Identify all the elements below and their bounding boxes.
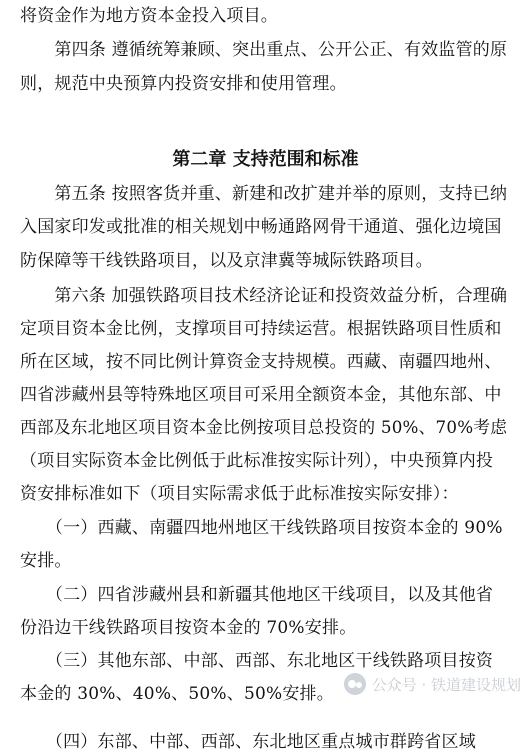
text-line-3: 则，规范中央预算内投资安排和使用管理。 bbox=[20, 74, 347, 94]
text-line-20: （四）东部、中部、西部、东北地区重点城市群跨省区域 bbox=[20, 732, 476, 752]
text-line-18: （三）其他东部、中部、西部、东北地区干线铁路项目按资 bbox=[20, 651, 494, 671]
watermark-text: 公众号 · 铁道建设规划 bbox=[371, 675, 521, 694]
text-line-5: 入国家印发或批准的相关规划中畅通路网骨干通道、强化边境国 bbox=[20, 217, 502, 237]
text-line-2: 第四条 遵循统筹兼顾、突出重点、公开公正、有效监管的原 bbox=[20, 40, 508, 60]
text-line-12: （项目实际资本金比例低于此标准按实际计列），中央预算内投 bbox=[20, 451, 494, 471]
text-line-1: 将资金作为地方资本金投入项目。 bbox=[20, 6, 278, 26]
text-line-16: （二）四省涉藏州县和新疆其他地区干线项目，以及其他省 bbox=[20, 585, 494, 605]
text-line-4: 第五条 按照客货并重、新建和改扩建并举的原则，支持已纳 bbox=[20, 184, 508, 204]
text-line-14: （一）西藏、南疆四地州地区干线铁路项目按资本金的 90% bbox=[20, 518, 503, 538]
chapter-heading: 第二章 支持范围和标准 bbox=[172, 149, 359, 170]
text-line-9: 所在区域，按不同比例计算资金支持规模。西藏、南疆四地州、 bbox=[20, 352, 502, 372]
text-line-19: 本金的 30%、40%、50%、50%安排。 bbox=[20, 684, 334, 704]
text-line-7: 第六条 加强铁路项目技术经济论证和投资效益分析，合理确 bbox=[20, 286, 508, 306]
text-line-15: 安排。 bbox=[20, 551, 72, 571]
text-line-10: 四省涉藏州县等特殊地区项目可采用全额资本金，其他东部、中 bbox=[20, 385, 502, 405]
wechat-logo-icon bbox=[344, 673, 366, 695]
text-line-17: 份沿边干线铁路项目按资本金的 70%安排。 bbox=[20, 618, 357, 638]
text-line-6: 防保障等干线铁路项目，以及京津冀等城际铁路项目。 bbox=[20, 251, 433, 271]
text-line-8: 定项目资本金比例，支撑项目可持续运营。根据铁路项目性质和 bbox=[20, 319, 502, 339]
text-line-13: 资安排标准如下（项目实际需求低于此标准按实际安排）： bbox=[20, 484, 459, 504]
text-line-11: 西部及东北地区项目资本金比例按项目总投资的 50%、70%考虑 bbox=[20, 418, 508, 438]
watermark bbox=[344, 671, 521, 697]
